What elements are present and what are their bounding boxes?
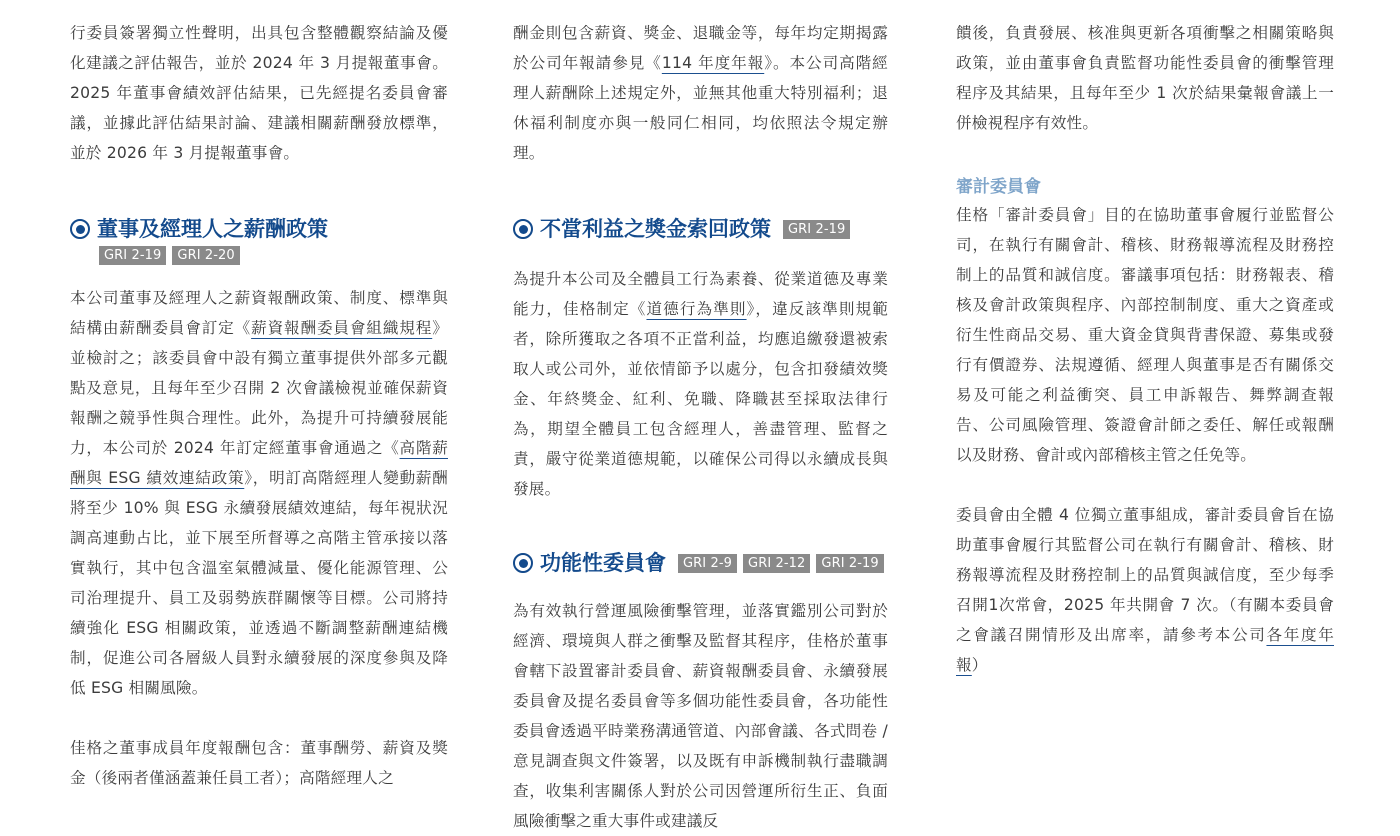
text-segment: ）	[971, 656, 988, 674]
gri-tag: GRI 2-19	[99, 246, 166, 265]
text-segment: 酬金則包含薪資、獎金、退職金等，每年均定期揭露於公司年報請參見《	[513, 24, 888, 72]
section-heading-remuneration-policy	[70, 214, 448, 244]
text-segment: 》並檢討之；該委員會中設有獨立董事提供外部多元觀點及意見，且每年至少召開 2 次會議檢視並確保薪資報酬之競爭性與合理性。此外，為提升可持續發展能力，本公司於 2024 年訂定經董事會通過之《	[70, 319, 449, 457]
text-segment: 》，明訂高階經理人變動薪酬將至少 10% 與 ESG 永續發展績效連結，每年視狀況調高連動占比，並下展至所督導之高階主管承接以落實執行，其中包含溫室氣體減量、優化能源管理、公司治理提升、員工及弱勢族群關懷等目標。公司將持續強化 ESG 相關政策，並透過不斷調整薪酬連結機制，促進公司各層級人員對永續發展的深度參與及降低 ESG 相關風險。	[70, 469, 448, 697]
bullet-icon	[70, 219, 90, 239]
link-remuneration-committee-charter[interactable]: 薪資報酬委員會組織規程	[251, 319, 433, 337]
gri-tag: GRI 2-19	[783, 220, 850, 239]
paragraph-audit-committee-composition	[956, 500, 1334, 680]
paragraph-clawback-policy	[513, 264, 888, 504]
link-code-of-ethics[interactable]: 道德行為準則	[646, 300, 747, 318]
gri-tag: GRI 2-19	[816, 554, 883, 573]
column-middle	[513, 18, 888, 836]
text-segment: 》。本公司高階經理人薪酬除上述規定外，並無其他重大特別福利；退休福利制度亦與一般同仁相同，均依照法令規定辦理。	[513, 54, 888, 162]
text-segment: 本公司董事及經理人之薪資報酬政策、制度、標準與結構由薪酬委員會訂定《	[70, 289, 448, 337]
paragraph-director-compensation: 佳格之董事成員年度報酬包含：董事酬勞、薪資及獎金（後兩者僅涵蓋兼任員工者）；高階經理人之	[70, 739, 448, 787]
gri-tag: GRI 2-9	[678, 554, 737, 573]
section-heading-functional-committees	[513, 548, 888, 578]
paragraph-functional-committees: 為有效執行營運風險衝擊管理，並落實鑑別公司對於經濟、環境與人群之衝擊及監督其程序，佳格於董事會轄下設置審計委員會、薪資報酬委員會、永續發展委員會及提名委員會等多個功能性委員會，各功能性委員會透過平時業務溝通管道、內部會議、各式問卷 / 意見調查與文件簽署，以及既有申訴機制執行盡職調查，收集利害關係人對於公司因營運所衍生正、負面風險衝擊之重大事件或建議反	[513, 602, 888, 830]
gri-tag: GRI 2-20	[172, 246, 239, 265]
bullet-icon	[513, 219, 533, 239]
link-annual-reports[interactable]: 各年度年報	[956, 626, 1334, 674]
text-segment: 為提升本公司及全體員工行為素養、從業道德及專業能力，佳格制定《	[513, 270, 888, 318]
gri-tag: GRI 2-12	[743, 554, 810, 573]
section-title: 功能性委員會	[540, 551, 666, 575]
paragraph-remuneration-policy	[70, 283, 448, 703]
column-right	[956, 18, 1334, 680]
link-annual-report-114[interactable]: 114 年度年報	[661, 54, 765, 72]
column-left	[70, 18, 448, 793]
text-segment: 委員會由全體 4 位獨立董事組成，審計委員會旨在協助董事會履行其監督公司在執行有關會計、稽核、財務報導流程及財務控制上的品質與誠信度，至少每季召開1次常會，2025 年共開會 7 次。（有關本委員會之會議召開情形及出席率，請參考本公司	[956, 506, 1334, 644]
section-title: 不當利益之獎金索回政策	[540, 217, 771, 241]
paragraph-impact-management: 饋後，負責發展、核准與更新各項衝擊之相關策略與政策，並由董事會負責監督功能性委員會的衝擊管理程序及其結果，且每年至少 1 次於結果彙報會議上一併檢視程序有效性。	[956, 24, 1334, 132]
paragraph-audit-committee-purpose: 佳格「審計委員會」目的在協助董事會履行並監督公司，在執行有關會計、稽核、財務報導流程及財務控制上的品質和誠信度。審議事項包括：財務報表、稽核及會計政策與程序、內部控制制度、重大之資產或衍生性商品交易、重大資金貸與背書保證、募集或發行有價證券、法規遵循、經理人與董事是否有關係交易及可能之利益衝突、員工申訴報告、舞弊調查報告、公司風險管理、簽證會計師之委任、解任或報酬以及財務、會計或內部稽核主管之任免等。	[956, 206, 1334, 464]
text-segment: 》，違反該準則規範者，除所獲取之各項不正當利益，均應追繳發還被索取人或公司外，並依情節予以處分，包含扣發績效獎金、年終獎金、紅利、免職、降職甚至採取法律行為，期望全體員工包含經理人，善盡管理、監督之責，嚴守從業道德規範，以確保公司得以永續成長與發展。	[513, 300, 888, 498]
section-heading-clawback-policy	[513, 214, 888, 244]
subheading-audit-committee: 審計委員會	[956, 177, 1041, 197]
gri-tag-group	[93, 246, 448, 265]
bullet-icon	[513, 553, 533, 573]
link-esg-compensation-policy[interactable]: 高階薪酬與 ESG 績效連結政策	[70, 439, 448, 487]
paragraph-evaluation: 行委員簽署獨立性聲明，出具包含整體觀察結論及優化建議之評估報告，並於 2024 年 3 月提報董事會。2025 年董事會績效評估結果，已先經提名委員會審議，並據此評估結果討論、建議相關薪酬發放標準，並於 2026 年 3 月提報董事會。	[70, 24, 448, 162]
paragraph-executive-compensation	[513, 18, 888, 168]
section-title: 董事及經理人之薪酬政策	[97, 217, 328, 241]
